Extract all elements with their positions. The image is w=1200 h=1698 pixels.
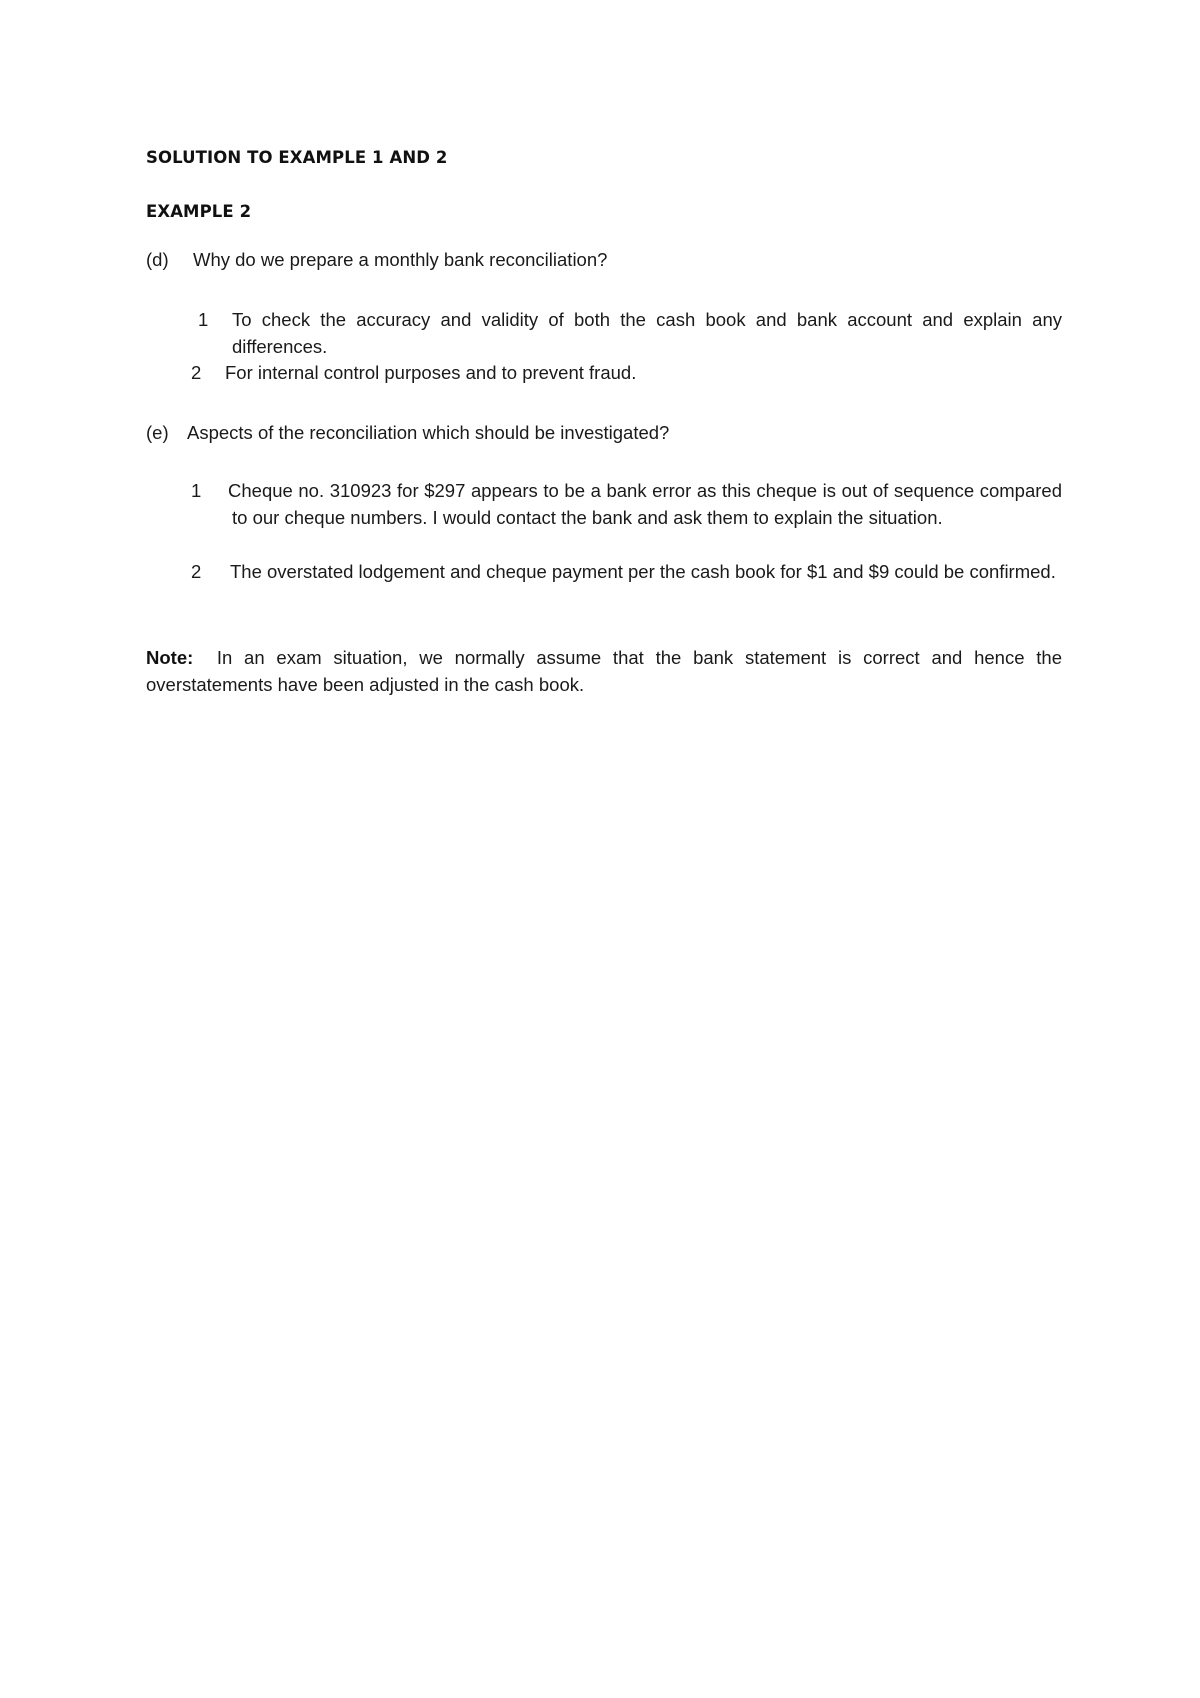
part-e-item-2-number: 2 [191, 561, 202, 582]
part-d-item-1-number: 1 [198, 309, 209, 330]
part-d-item-2-text: For internal control purposes and to prevent fraud. [225, 362, 637, 383]
part-e-question: Aspects of the reconciliation which should be investigated? [187, 422, 670, 443]
part-d-item-2-number: 2 [191, 362, 202, 383]
part-e-label: (e) [146, 422, 169, 443]
part-d-label: (d) [146, 249, 169, 270]
part-d-question: Why do we prepare a monthly bank reconciliation? [193, 249, 608, 270]
section-heading: EXAMPLE 2 [146, 202, 252, 221]
note-text: In an exam situation, we normally assume that the bank statement is correct and hence the overstatements have been adjusted in the cash book. [146, 647, 1062, 695]
note-paragraph [146, 645, 1062, 698]
document-title: SOLUTION TO EXAMPLE 1 AND 2 [146, 148, 448, 167]
part-e-item-2-text: The overstated lodgement and cheque payment per the cash book for $1 and $9 could be confirmed. [230, 561, 1056, 582]
part-e-item-1-text: Cheque no. 310923 for $297 appears to be a bank error as this cheque is out of sequence compared to our cheque numbers. I would contact the bank and ask them to explain the situation. [228, 480, 1062, 528]
part-d-item-1-body: To check the accuracy and validity of both the cash book and bank account and explain any differences. [232, 309, 1062, 357]
note-label: Note: [146, 647, 194, 668]
part-e-item-1-number: 1 [191, 480, 202, 501]
part-d-item-1-text [232, 307, 1062, 360]
